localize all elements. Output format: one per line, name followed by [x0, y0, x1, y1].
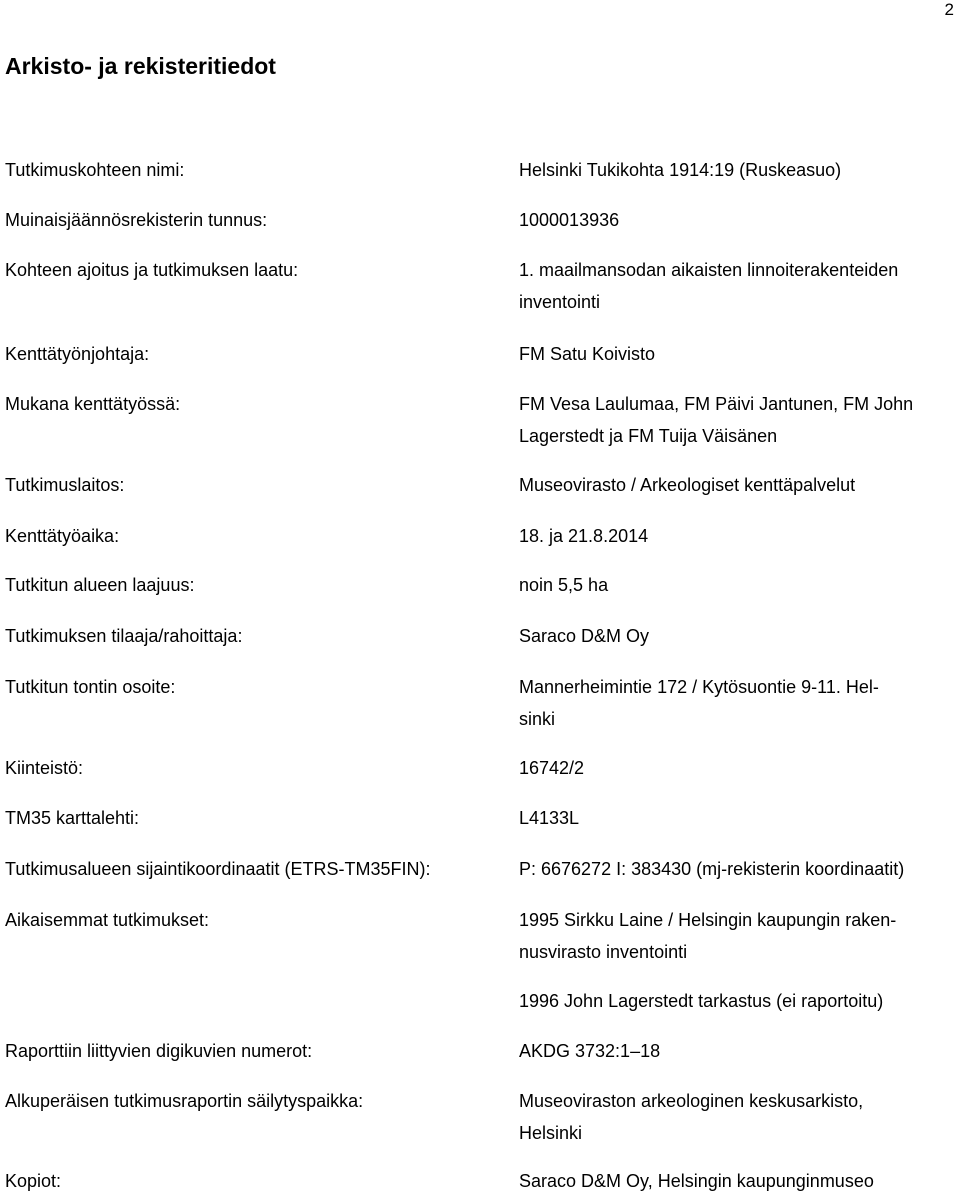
field-label: Aikaisemmat tutkimukset:	[5, 910, 210, 930]
field-value	[519, 469, 955, 501]
field-value	[519, 338, 955, 370]
field-label: Kenttätyönjohtaja:	[5, 344, 150, 364]
field-label: Muinaisjäännösrekisterin tunnus:	[5, 210, 268, 230]
page-number: 2	[944, 0, 954, 19]
field-value-line: Museoviraston arkeologinen keskusarkisto,	[519, 1091, 864, 1111]
field-value	[519, 154, 955, 186]
field-value-line: 18. ja 21.8.2014	[519, 526, 649, 546]
field-label: Alkuperäisen tutkimusraportin säilytyspaikka:	[5, 1091, 364, 1111]
field-value-line: 1000013936	[519, 210, 620, 230]
field-label: Kenttätyöaika:	[5, 526, 120, 546]
field-label: Tutkimuslaitos:	[5, 475, 125, 495]
field-value-line: AKDG 3732:1–18	[519, 1041, 661, 1061]
field-value	[519, 254, 955, 318]
field-value-line: 1. maailmansodan aikaisten linnoiterakenteiden	[519, 260, 899, 280]
field-value	[519, 985, 955, 1017]
field-label: Raporttiin liittyvien digikuvien numerot:	[5, 1041, 313, 1061]
page-title: Arkisto- ja rekisteritiedot	[5, 53, 276, 79]
field-value	[519, 1035, 955, 1067]
field-value-line: nusvirasto inventointi	[519, 942, 688, 962]
field-label: Kiinteistö:	[5, 758, 84, 778]
field-value-line: FM Vesa Laulumaa, FM Päivi Jantunen, FM John	[519, 394, 914, 414]
field-value-line: 1996 John Lagerstedt tarkastus (ei raportoitu)	[519, 991, 884, 1011]
field-value	[519, 569, 955, 601]
field-label: TM35 karttalehti:	[5, 808, 140, 828]
field-value	[519, 904, 955, 968]
field-value	[519, 802, 955, 834]
field-value-line: Saraco D&M Oy, Helsingin kaupunginmuseo	[519, 1171, 874, 1191]
field-value	[519, 671, 955, 735]
field-label: Kopiot:	[5, 1171, 62, 1191]
field-value-line: 1995 Sirkku Laine / Helsingin kaupungin raken-	[519, 910, 897, 930]
field-value-line: 16742/2	[519, 758, 585, 778]
field-value-line: P: 6676272 I: 383430 (mj-rekisterin koordinaatit)	[519, 859, 905, 879]
field-label: Tutkimuksen tilaaja/rahoittaja:	[5, 626, 243, 646]
field-value-line: L4133L	[519, 808, 580, 828]
field-value-line: Saraco D&M Oy	[519, 626, 650, 646]
field-value-line: inventointi	[519, 292, 601, 312]
field-value-line: Lagerstedt ja FM Tuija Väisänen	[519, 426, 778, 446]
field-value	[519, 1165, 955, 1197]
field-value	[519, 752, 955, 784]
field-value-line: Museovirasto / Arkeologiset kenttäpalvelut	[519, 475, 856, 495]
field-value-line: FM Satu Koivisto	[519, 344, 656, 364]
field-label: Kohteen ajoitus ja tutkimuksen laatu:	[5, 260, 299, 280]
field-value-line: noin 5,5 ha	[519, 575, 609, 595]
field-value-line: Helsinki Tukikohta 1914:19 (Ruskeasuo)	[519, 160, 842, 180]
field-value	[519, 388, 955, 452]
field-label: Mukana kenttätyössä:	[5, 394, 181, 414]
field-label: Tutkimuskohteen nimi:	[5, 160, 185, 180]
field-value-line: Helsinki	[519, 1123, 583, 1143]
field-value	[519, 204, 955, 236]
field-value	[519, 1085, 955, 1149]
field-label: Tutkitun tontin osoite:	[5, 677, 176, 697]
field-value	[519, 620, 955, 652]
field-label: Tutkimusalueen sijaintikoordinaatit (ETRS-TM35FIN):	[5, 859, 431, 879]
field-value	[519, 520, 955, 552]
field-value-line: Mannerheimintie 172 / Kytösuontie 9-11. Hel-	[519, 677, 879, 697]
field-label: Tutkitun alueen laajuus:	[5, 575, 195, 595]
field-value-line: sinki	[519, 709, 556, 729]
field-value	[519, 853, 955, 885]
